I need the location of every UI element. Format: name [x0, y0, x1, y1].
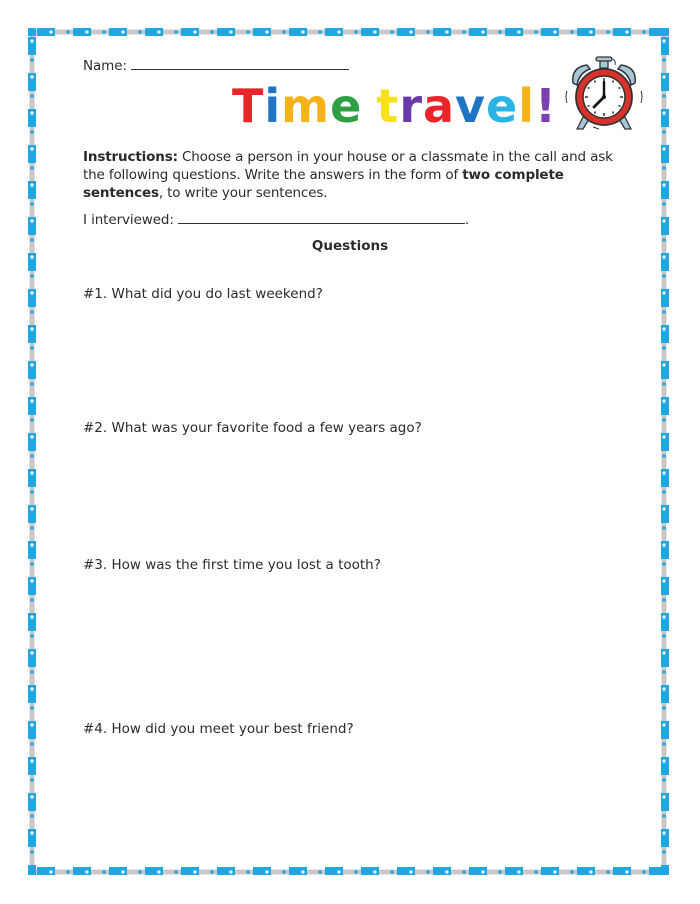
name-label: Name:	[83, 58, 127, 74]
question-2: #2. What was your favorite food a few years ago?	[83, 420, 422, 436]
question-1: #1. What did you do last weekend?	[83, 286, 323, 302]
title-letter: t	[376, 79, 400, 133]
title-letter: i	[264, 79, 282, 133]
alarm-clock-icon	[563, 55, 645, 137]
interviewed-label: I interviewed:	[83, 212, 174, 228]
questions-heading: Questions	[311, 238, 389, 254]
title-letter: e	[486, 79, 519, 133]
interviewed-field[interactable]	[83, 212, 469, 228]
instructions-paragraph	[83, 148, 623, 202]
instructions-text-2: , to write your sentences.	[158, 185, 328, 201]
title-letter: m	[281, 79, 331, 133]
instructions-emphasis: two complete sentences	[83, 167, 564, 201]
instructions-label: Instructions:	[83, 149, 178, 165]
title-letter: l	[518, 79, 536, 133]
instructions-text-1: Choose a person in your house or a classmate in the call and ask the following questions. Write the answers in the form of	[83, 149, 613, 183]
name-blank-line[interactable]	[131, 68, 349, 70]
title-letter: a	[423, 79, 456, 133]
title-letter: r	[399, 79, 423, 133]
question-3: #3. How was the first time you lost a tooth?	[83, 557, 381, 573]
name-field[interactable]	[83, 58, 349, 74]
title-letter: e	[330, 79, 363, 133]
worksheet-title	[232, 78, 557, 134]
title-letter: v	[455, 79, 487, 133]
question-4: #4. How did you meet your best friend?	[83, 721, 354, 737]
interviewed-blank-line[interactable]	[178, 222, 465, 224]
interviewed-period: .	[464, 212, 470, 228]
title-letter: T	[232, 79, 265, 133]
title-letter: !	[535, 79, 558, 133]
